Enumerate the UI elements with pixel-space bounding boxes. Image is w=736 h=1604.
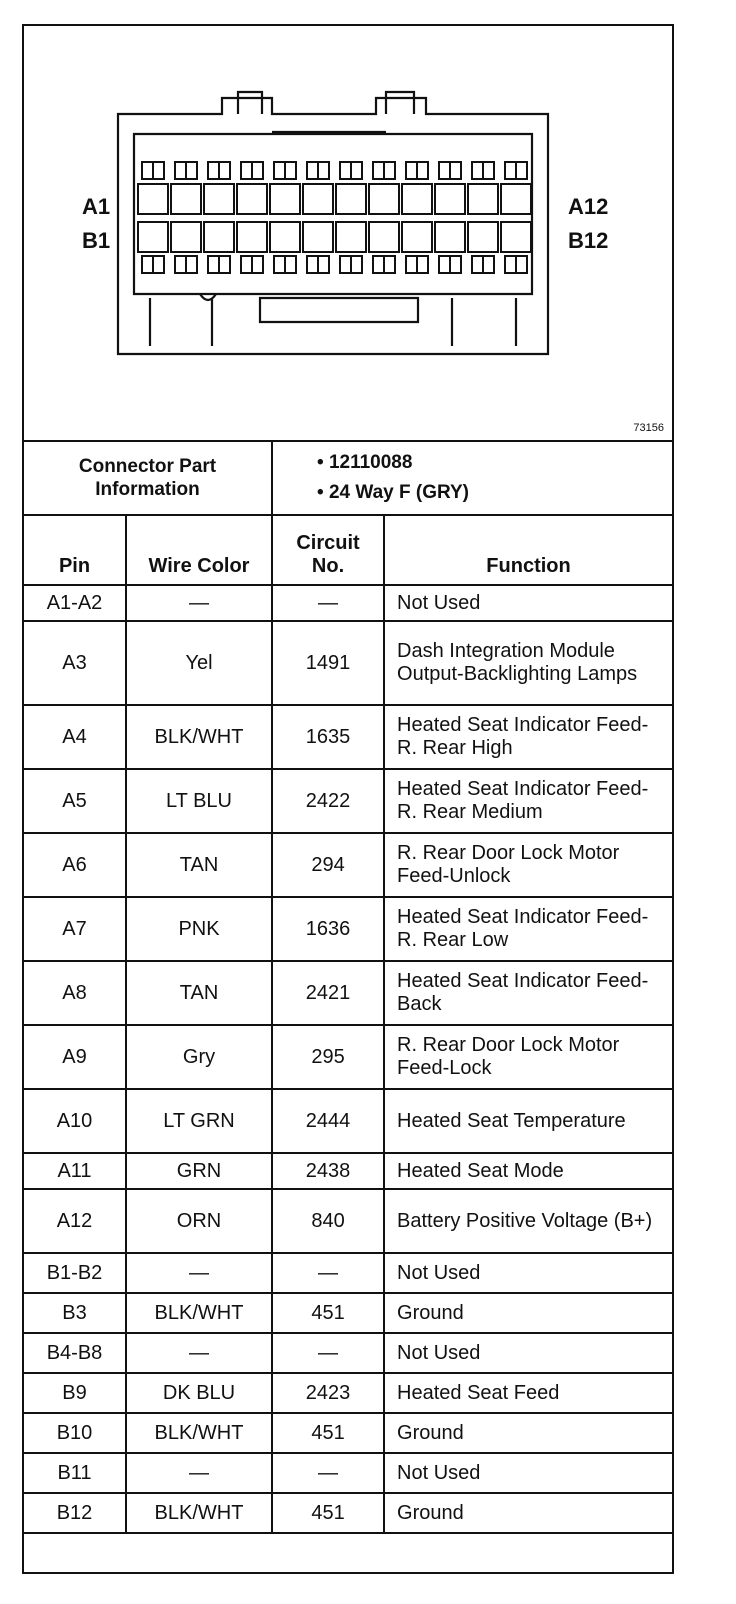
cell-circuit-no: 1635 [272,705,384,769]
cell-wire-color: LT GRN [126,1089,272,1153]
header-pin: Pin [24,515,126,585]
pin-label-b12: B12 [568,228,609,253]
cell-function: Heated Seat Indicator Feed-R. Rear Low [384,897,672,961]
header-function: Function [384,515,672,585]
cell-wire-color: BLK/WHT [126,1493,272,1533]
cell-circuit-no: 451 [272,1293,384,1333]
table-row [24,1253,672,1293]
cell-function: Not Used [384,1333,672,1373]
table-row [24,1493,672,1533]
table-row [24,1089,672,1153]
cell-function: Ground [384,1293,672,1333]
cell-wire-color: LT BLU [126,769,272,833]
cell-circuit-no: — [272,1453,384,1493]
table-row [24,1153,672,1189]
cell-pin: B3 [24,1293,126,1333]
cell-function: Heated Seat Temperature [384,1089,672,1153]
cell-function: Not Used [384,1453,672,1493]
table-row [24,833,672,897]
cell-circuit-no: 295 [272,1025,384,1089]
connector-description: • 24 Way F (GRY) [317,482,470,503]
cell-wire-color: BLK/WHT [126,705,272,769]
cell-pin: A12 [24,1189,126,1253]
cell-pin: B9 [24,1373,126,1413]
cell-circuit-no: 451 [272,1493,384,1533]
table-row [24,1413,672,1453]
cell-function: Heated Seat Feed [384,1373,672,1413]
cell-wire-color: GRN [126,1153,272,1189]
cell-wire-color: DK BLU [126,1373,272,1413]
connector-info-label: Connector Part Information [24,441,272,515]
cell-circuit-no: 2438 [272,1153,384,1189]
cell-circuit-no: — [272,585,384,621]
table-row [24,1189,672,1253]
cell-circuit-no: 1636 [272,897,384,961]
cell-pin: B10 [24,1413,126,1453]
table-row [24,1373,672,1413]
table-row [24,1293,672,1333]
cell-pin: A11 [24,1153,126,1189]
cell-circuit-no: 2421 [272,961,384,1025]
table-row [24,621,672,705]
cell-pin: A1-A2 [24,585,126,621]
pin-label-a1: A1 [82,194,111,219]
cell-wire-color: Yel [126,621,272,705]
cell-pin: B11 [24,1453,126,1493]
cell-pin: A9 [24,1025,126,1089]
cell-pin: A10 [24,1089,126,1153]
cell-circuit-no: 294 [272,833,384,897]
connector-part-number: • 12110088 [317,452,413,473]
connector-info-row [24,441,672,515]
cell-function: Ground [384,1493,672,1533]
cell-circuit-no: 840 [272,1189,384,1253]
connector-info-values [272,441,672,515]
cell-circuit-no: 2444 [272,1089,384,1153]
cell-function: Heated Seat Indicator Feed-Back [384,961,672,1025]
cell-circuit-no: — [272,1333,384,1373]
cell-function: R. Rear Door Lock Motor Feed-Lock [384,1025,672,1089]
cell-wire-color: — [126,585,272,621]
connector-diagram [24,26,672,442]
cell-wire-color: BLK/WHT [126,1413,272,1453]
cell-function: Heated Seat Mode [384,1153,672,1189]
cell-wire-color: TAN [126,961,272,1025]
cell-wire-color: — [126,1253,272,1293]
pinout-table [24,440,672,1534]
cell-pin: A4 [24,705,126,769]
cell-function: Heated Seat Indicator Feed-R. Rear High [384,705,672,769]
table-row [24,1025,672,1089]
cell-function: Heated Seat Indicator Feed-R. Rear Medium [384,769,672,833]
cell-pin: B1-B2 [24,1253,126,1293]
cell-function: Dash Integration Module Output-Backlighting Lamps [384,621,672,705]
cell-function: R. Rear Door Lock Motor Feed-Unlock [384,833,672,897]
cell-wire-color: Gry [126,1025,272,1089]
cell-wire-color: TAN [126,833,272,897]
cell-pin: A7 [24,897,126,961]
cell-function: Not Used [384,585,672,621]
table-row [24,1333,672,1373]
cell-circuit-no: 1491 [272,621,384,705]
connector-sheet [22,24,674,1574]
cell-circuit-no: — [272,1253,384,1293]
table-row [24,1453,672,1493]
table-row [24,769,672,833]
cell-wire-color: — [126,1333,272,1373]
cell-function: Ground [384,1413,672,1453]
cell-circuit-no: 2422 [272,769,384,833]
table-row [24,705,672,769]
pin-label-a12: A12 [568,194,609,219]
cell-wire-color: PNK [126,897,272,961]
cell-pin: A6 [24,833,126,897]
header-row [24,515,672,585]
cell-wire-color: — [126,1453,272,1493]
cell-function: Battery Positive Voltage (B+) [384,1189,672,1253]
table-row [24,961,672,1025]
cell-pin: A5 [24,769,126,833]
pin-label-b1: B1 [82,228,111,253]
cell-pin: A3 [24,621,126,705]
header-circuit-no: Circuit No. [272,515,384,585]
cell-pin: B4-B8 [24,1333,126,1373]
cell-pin: B12 [24,1493,126,1533]
cell-wire-color: ORN [126,1189,272,1253]
cell-function: Not Used [384,1253,672,1293]
table-row [24,585,672,621]
cell-wire-color: BLK/WHT [126,1293,272,1333]
header-wire-color: Wire Color [126,515,272,585]
figure-number: 73156 [633,422,664,434]
cell-pin: A8 [24,961,126,1025]
table-row [24,897,672,961]
cell-circuit-no: 451 [272,1413,384,1453]
cell-circuit-no: 2423 [272,1373,384,1413]
